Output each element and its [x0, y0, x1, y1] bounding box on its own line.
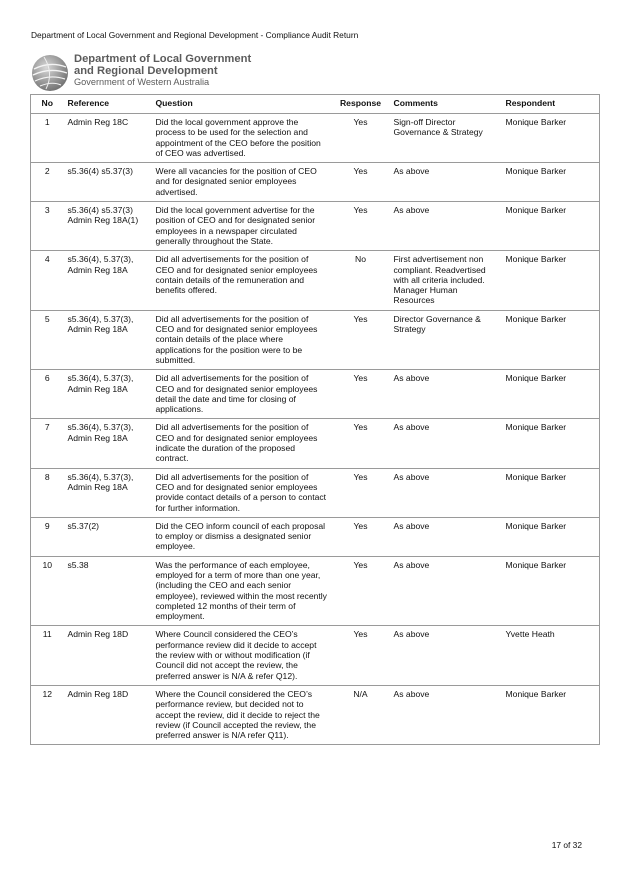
cell-reference: s5.36(4) s5.37(3)	[64, 163, 152, 202]
cell-comments: As above	[390, 370, 502, 419]
cell-response: N/A	[332, 685, 390, 744]
cell-reference: s5.36(4) s5.37(3) Admin Reg 18A(1)	[64, 202, 152, 251]
cell-reference: Admin Reg 18C	[64, 114, 152, 163]
cell-question: Did the CEO inform council of each proposal to employ or dismiss a designated senior employee.	[152, 517, 332, 556]
cell-response: Yes	[332, 310, 390, 369]
cell-respondent: Monique Barker	[502, 370, 600, 419]
cell-question: Did the local government advertise for the position of CEO and for designated senior employees in a newspaper circulated generally throughout the State.	[152, 202, 332, 251]
cell-respondent: Monique Barker	[502, 163, 600, 202]
cell-response: Yes	[332, 370, 390, 419]
cell-respondent: Monique Barker	[502, 251, 600, 310]
table-row	[31, 468, 600, 517]
cell-question: Where the Council considered the CEO’s performance review, but decided not to accept the review, did it decide to reject the review (if Council accepted the review, the preferred answer is N/A refer Q11).	[152, 685, 332, 744]
cell-no: 6	[31, 370, 64, 419]
logo-line-2: and Regional Development	[74, 64, 218, 77]
cell-respondent: Monique Barker	[502, 310, 600, 369]
table-row	[31, 370, 600, 419]
cell-comments: As above	[390, 468, 502, 517]
cell-question: Did all advertisements for the position of CEO and for designated senior employees contain details of the place where applications for the position were to be submitted.	[152, 310, 332, 369]
table-row	[31, 517, 600, 556]
table-row	[31, 163, 600, 202]
column-header-comments: Comments	[390, 95, 502, 114]
column-header-respondent: Respondent	[502, 95, 600, 114]
cell-response: No	[332, 251, 390, 310]
cell-response: Yes	[332, 163, 390, 202]
cell-question: Did the local government approve the process to be used for the selection and appointment of the CEO before the position of CEO was advertised.	[152, 114, 332, 163]
cell-respondent: Monique Barker	[502, 419, 600, 468]
column-header-no: No	[31, 95, 64, 114]
cell-no: 8	[31, 468, 64, 517]
cell-response: Yes	[332, 626, 390, 685]
table-row	[31, 685, 600, 744]
cell-reference: s5.36(4), 5.37(3), Admin Reg 18A	[64, 370, 152, 419]
column-header-reference: Reference	[64, 95, 152, 114]
cell-response: Yes	[332, 468, 390, 517]
cell-question: Did all advertisements for the position of CEO and for designated senior employees indicate the duration of the proposed contract.	[152, 419, 332, 468]
table-row	[31, 556, 600, 626]
page-header-title: Department of Local Government and Regional Development - Compliance Audit Return	[31, 30, 359, 40]
cell-respondent: Monique Barker	[502, 517, 600, 556]
table-row	[31, 202, 600, 251]
cell-respondent: Monique Barker	[502, 114, 600, 163]
cell-no: 12	[31, 685, 64, 744]
cell-respondent: Monique Barker	[502, 685, 600, 744]
cell-response: Yes	[332, 556, 390, 626]
globe-logo-icon	[30, 53, 70, 93]
logo-line-3: Government of Western Australia	[74, 77, 210, 87]
cell-no: 4	[31, 251, 64, 310]
column-header-question: Question	[152, 95, 332, 114]
cell-response: Yes	[332, 517, 390, 556]
cell-reference: s5.36(4), 5.37(3), Admin Reg 18A	[64, 468, 152, 517]
page-number: 17 of 32	[551, 840, 582, 850]
cell-no: 9	[31, 517, 64, 556]
table-header-row	[31, 95, 600, 114]
cell-comments: As above	[390, 556, 502, 626]
compliance-audit-table	[30, 94, 600, 745]
cell-reference: Admin Reg 18D	[64, 626, 152, 685]
cell-reference: s5.36(4), 5.37(3), Admin Reg 18A	[64, 419, 152, 468]
cell-reference: s5.38	[64, 556, 152, 626]
cell-response: Yes	[332, 114, 390, 163]
table-row	[31, 419, 600, 468]
cell-reference: s5.36(4), 5.37(3), Admin Reg 18A	[64, 251, 152, 310]
cell-reference: s5.37(2)	[64, 517, 152, 556]
cell-comments: First advertisement non compliant. Readvertised with all criteria included. Manager Human Resources	[390, 251, 502, 310]
cell-response: Yes	[332, 202, 390, 251]
cell-no: 2	[31, 163, 64, 202]
cell-question: Where Council considered the CEO’s performance review did it decide to accept the review with or without modification (if Council did not accept the review, the preferred answer is N/A & refer Q12).	[152, 626, 332, 685]
cell-question: Did all advertisements for the position of CEO and for designated senior employees detail the date and time for closing of applications.	[152, 370, 332, 419]
cell-reference: s5.36(4), 5.37(3), Admin Reg 18A	[64, 310, 152, 369]
cell-comments: As above	[390, 163, 502, 202]
cell-question: Did all advertisements for the position of CEO and for designated senior employees contain details of the remuneration and benefits offered.	[152, 251, 332, 310]
cell-comments: As above	[390, 626, 502, 685]
cell-respondent: Yvette Heath	[502, 626, 600, 685]
cell-no: 7	[31, 419, 64, 468]
cell-no: 10	[31, 556, 64, 626]
cell-comments: As above	[390, 685, 502, 744]
table-row	[31, 114, 600, 163]
table-row	[31, 251, 600, 310]
cell-question: Was the performance of each employee, employed for a term of more than one year, (including the CEO and each senior employee), reviewed within the most recently completed 12 months of their term of employment.	[152, 556, 332, 626]
cell-response: Yes	[332, 419, 390, 468]
cell-comments: As above	[390, 517, 502, 556]
cell-respondent: Monique Barker	[502, 468, 600, 517]
cell-no: 3	[31, 202, 64, 251]
cell-question: Did all advertisements for the position of CEO and for designated senior employees provide contact details of a person to contact for further information.	[152, 468, 332, 517]
cell-comments: As above	[390, 419, 502, 468]
cell-respondent: Monique Barker	[502, 202, 600, 251]
cell-question: Were all vacancies for the position of CEO and for designated senior employees advertised.	[152, 163, 332, 202]
logo-line-1: Department of Local Government	[74, 53, 252, 65]
cell-comments: Sign-off Director Governance & Strategy	[390, 114, 502, 163]
cell-comments: Director Governance & Strategy	[390, 310, 502, 369]
cell-respondent: Monique Barker	[502, 556, 600, 626]
column-header-response: Response	[332, 95, 390, 114]
table-row	[31, 310, 600, 369]
table-row	[31, 626, 600, 685]
department-logo	[30, 53, 290, 95]
cell-reference: Admin Reg 18D	[64, 685, 152, 744]
cell-no: 1	[31, 114, 64, 163]
cell-no: 5	[31, 310, 64, 369]
cell-comments: As above	[390, 202, 502, 251]
cell-no: 11	[31, 626, 64, 685]
